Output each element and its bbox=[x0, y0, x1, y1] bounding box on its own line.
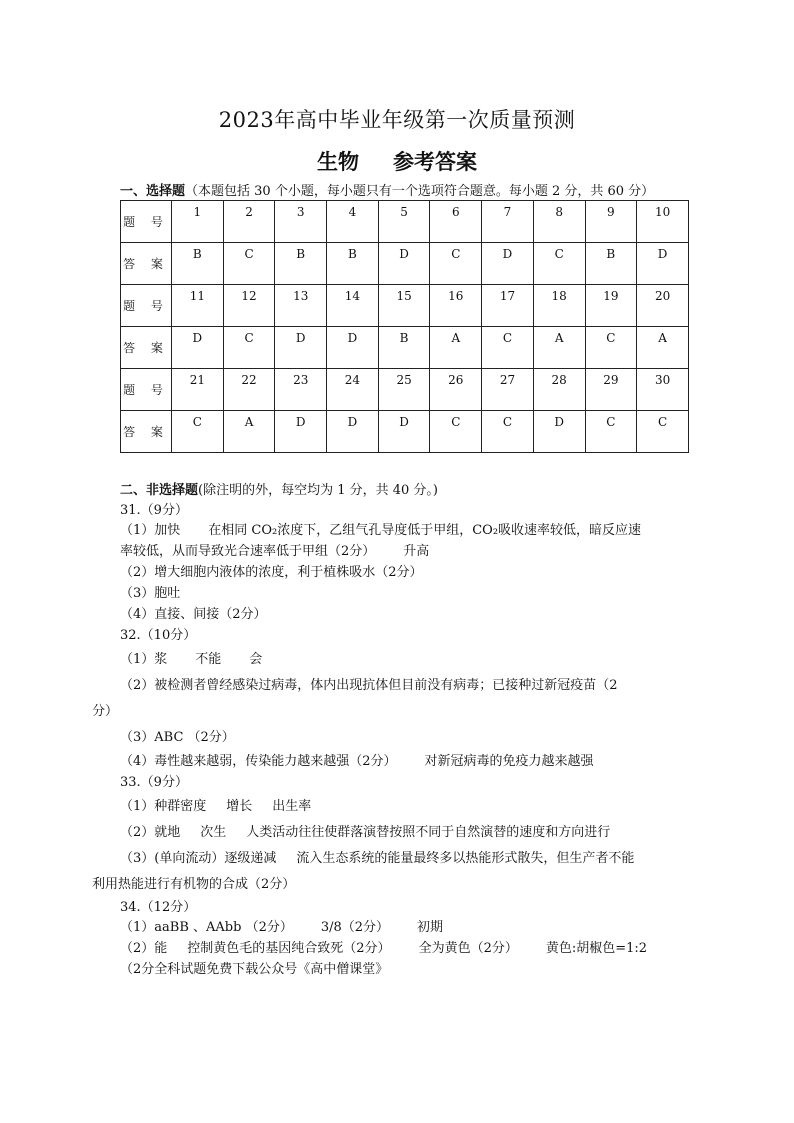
question-number-cell: 27 bbox=[482, 369, 534, 411]
q31-line3: （3）胞吐 bbox=[120, 586, 181, 601]
section2-note: (除注明的外，每空均为 1 分，共 40 分。) bbox=[198, 483, 439, 498]
question-number-cell: 24 bbox=[327, 369, 379, 411]
answer-cell: C bbox=[533, 243, 585, 285]
question-number-cell: 12 bbox=[223, 285, 275, 327]
question-number-cell: 19 bbox=[585, 285, 637, 327]
question-number-cell: 5 bbox=[378, 201, 430, 243]
q31-line1-cont bbox=[120, 540, 429, 559]
answer-cell: D bbox=[637, 243, 689, 285]
section1-title: 一、选择题 bbox=[120, 184, 186, 199]
q34-ans5: 控制黄色毛的基因纯合致死（2分） bbox=[187, 941, 391, 956]
q34-line2 bbox=[120, 937, 647, 956]
q34-line1 bbox=[120, 916, 443, 935]
row-label-number: 题 号 bbox=[121, 369, 172, 411]
q32-line1 bbox=[120, 648, 262, 667]
answer-cell: C bbox=[430, 411, 482, 453]
answer-cell: D bbox=[327, 411, 379, 453]
q32-ans1: （1）浆 bbox=[120, 652, 168, 667]
q34-line3: （2分全科试题免费下载公众号《高中僧课堂》 bbox=[120, 962, 389, 977]
q31-line1 bbox=[120, 519, 641, 538]
question-number-cell: 4 bbox=[327, 201, 379, 243]
question-number-cell: 20 bbox=[637, 285, 689, 327]
answer-cell: B bbox=[172, 243, 224, 285]
question-number-cell: 7 bbox=[482, 201, 534, 243]
q32-ans4a: （4）毒性越来越弱，传染能力越来越强（2分） bbox=[120, 754, 397, 769]
q33-ans5: 次生 bbox=[200, 825, 227, 840]
question-number-cell: 30 bbox=[637, 369, 689, 411]
q32-line3: （3）ABC （2分） bbox=[120, 730, 235, 745]
answer-cell: C bbox=[172, 411, 224, 453]
question-number-cell: 17 bbox=[482, 285, 534, 327]
row-label-answer: 答 案 bbox=[121, 411, 172, 453]
section1-heading bbox=[120, 180, 654, 199]
q33-line2 bbox=[120, 821, 610, 840]
table-row-answers bbox=[121, 327, 689, 369]
table-row-answers bbox=[121, 411, 689, 453]
q34-ans6: 全为黄色（2分） bbox=[418, 941, 518, 956]
answer-cell: C bbox=[637, 411, 689, 453]
question-number-cell: 10 bbox=[637, 201, 689, 243]
question-number-cell: 6 bbox=[430, 201, 482, 243]
page-title: 2023年高中毕业年级第一次质量预测 bbox=[218, 108, 576, 132]
q33-ans7: （3）(单向流动）逐级递减 bbox=[120, 851, 277, 866]
answer-cell: C bbox=[430, 243, 482, 285]
page-subtitle bbox=[0, 146, 794, 176]
q31-ans1: （1）加快 bbox=[120, 523, 181, 538]
q31-ans2: 在相同 CO₂浓度下，乙组气孔导度低于甲组，CO₂吸收速率较低，暗反应速 bbox=[208, 523, 642, 538]
answer-cell: A bbox=[533, 327, 585, 369]
question-number-cell: 3 bbox=[275, 201, 327, 243]
answer-table bbox=[120, 200, 689, 453]
answer-cell: D bbox=[275, 411, 327, 453]
question-number-cell: 28 bbox=[533, 369, 585, 411]
row-label-number: 题 号 bbox=[121, 285, 172, 327]
q34-ans3: 初期 bbox=[417, 920, 444, 935]
question-number-cell: 1 bbox=[172, 201, 224, 243]
answer-cell: D bbox=[275, 327, 327, 369]
section2-heading bbox=[120, 479, 438, 498]
answer-cell: A bbox=[637, 327, 689, 369]
answer-cell: D bbox=[378, 411, 430, 453]
answer-cell: B bbox=[327, 243, 379, 285]
row-label-answer: 答 案 bbox=[121, 243, 172, 285]
answer-cell: C bbox=[585, 327, 637, 369]
question-number-cell: 18 bbox=[533, 285, 585, 327]
row-label-answer: 答 案 bbox=[121, 327, 172, 369]
question-number-cell: 21 bbox=[172, 369, 224, 411]
q33-title: 33.（9分） bbox=[120, 775, 188, 790]
subject-label: 生物 bbox=[317, 150, 359, 174]
question-number-cell: 13 bbox=[275, 285, 327, 327]
q33-ans8: 流入生态系统的能量最终多以热能形式散失，但生产者不能 bbox=[296, 851, 635, 866]
q32-ans3: 会 bbox=[249, 652, 263, 667]
question-number-cell: 23 bbox=[275, 369, 327, 411]
row-label-number: 题 号 bbox=[121, 201, 172, 243]
q34-ans1: （1）aaBB 、AAbb （2分） bbox=[120, 920, 293, 935]
answer-cell: D bbox=[172, 327, 224, 369]
table-row-answers bbox=[121, 243, 689, 285]
answer-cell: C bbox=[223, 243, 275, 285]
answer-cell: B bbox=[275, 243, 327, 285]
question-number-cell: 8 bbox=[533, 201, 585, 243]
answer-cell: D bbox=[482, 243, 534, 285]
q33-line3 bbox=[120, 847, 634, 866]
q31-ans3: 升高 bbox=[403, 544, 430, 559]
question-number-cell: 2 bbox=[223, 201, 275, 243]
q34-ans7: 黄色:胡椒色=1:2 bbox=[545, 941, 648, 956]
q33-ans6: 人类活动往往使群落演替按照不同于自然演替的速度和方向进行 bbox=[246, 825, 611, 840]
q31-title: 31.（9分） bbox=[120, 503, 188, 518]
answer-cell: B bbox=[585, 243, 637, 285]
q33-ans2: 增长 bbox=[226, 799, 253, 814]
answer-cell: A bbox=[223, 411, 275, 453]
answer-cell: D bbox=[378, 243, 430, 285]
q32-ans4b: 对新冠病毒的免疫力越来越强 bbox=[424, 754, 594, 769]
answer-cell: D bbox=[533, 411, 585, 453]
question-number-cell: 15 bbox=[378, 285, 430, 327]
question-number-cell: 22 bbox=[223, 369, 275, 411]
q33-ans3: 出生率 bbox=[272, 799, 312, 814]
q33-line1 bbox=[120, 795, 311, 814]
answer-cell: D bbox=[327, 327, 379, 369]
q33-ans1: （1）种群密度 bbox=[120, 799, 207, 814]
q32-line2: （2）被检测者曾经感染过病毒，体内出现抗体但目前没有病毒；已接种过新冠疫苗（2 bbox=[120, 678, 618, 693]
question-number-cell: 25 bbox=[378, 369, 430, 411]
answer-cell: C bbox=[223, 327, 275, 369]
question-number-cell: 14 bbox=[327, 285, 379, 327]
q34-ans4: （2）能 bbox=[120, 941, 168, 956]
q32-line4 bbox=[120, 750, 594, 769]
section1-note: （本题包括 30 个小题，每小题只有一个选项符合题意。每小题 2 分，共 60 分） bbox=[185, 184, 655, 199]
q31-ans2-cont: 率较低，从而导致光合速率低于甲组（2分） bbox=[120, 544, 376, 559]
question-number-cell: 16 bbox=[430, 285, 482, 327]
answer-cell: A bbox=[430, 327, 482, 369]
q31-line4: （4）直接、间接（2分） bbox=[120, 607, 267, 622]
table-row-numbers bbox=[121, 285, 689, 327]
q31-line2: （2）增大细胞内液体的浓度，利于植株吸水（2分） bbox=[120, 565, 423, 580]
q32-line2-cont: 分） bbox=[92, 704, 119, 719]
question-number-cell: 26 bbox=[430, 369, 482, 411]
answer-cell: B bbox=[378, 327, 430, 369]
q32-ans2: 不能 bbox=[195, 652, 222, 667]
answer-key-label: 参考答案 bbox=[393, 150, 477, 174]
answer-cell: C bbox=[585, 411, 637, 453]
section2-title: 二、非选择题 bbox=[120, 483, 199, 498]
question-number-cell: 29 bbox=[585, 369, 637, 411]
q33-line3-cont: 利用热能进行有机物的合成（2分） bbox=[92, 877, 296, 892]
question-number-cell: 11 bbox=[172, 285, 224, 327]
q32-title: 32.（10分） bbox=[120, 628, 197, 643]
question-number-cell: 9 bbox=[585, 201, 637, 243]
answer-cell: C bbox=[482, 411, 534, 453]
q34-title: 34.（12分） bbox=[120, 900, 197, 915]
q33-ans4: （2）就地 bbox=[120, 825, 181, 840]
q34-ans2: 3/8（2分） bbox=[320, 920, 390, 935]
answer-cell: C bbox=[482, 327, 534, 369]
table-row-numbers bbox=[121, 369, 689, 411]
table-row-numbers bbox=[121, 201, 689, 243]
